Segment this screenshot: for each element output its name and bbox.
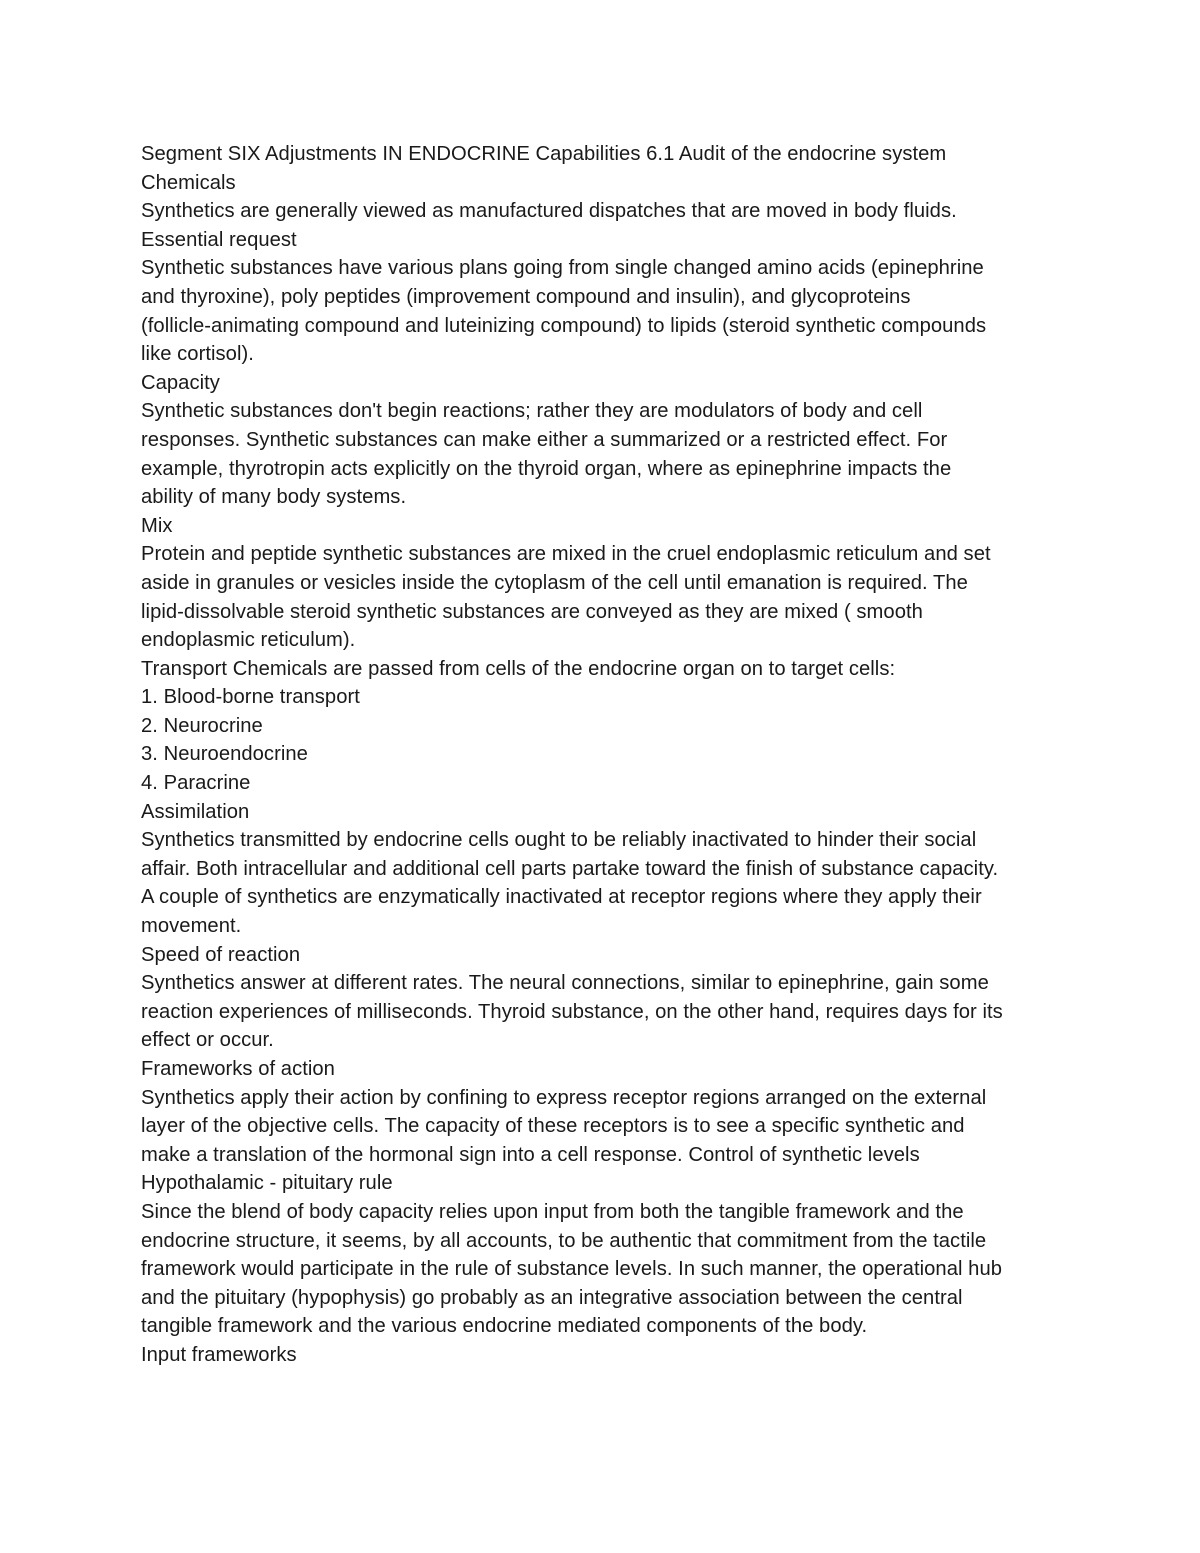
text-line: Synthetic substances have various plans going from single changed amino acids (epinephrine (141, 257, 984, 280)
text-line: endocrine structure, it seems, by all accounts, to be authentic that commitment from the tactile (141, 1229, 987, 1252)
text-line: effect or occur. (141, 1029, 274, 1052)
text-line: Transport Chemicals are passed from cells of the endocrine organ on to target cells: (141, 657, 896, 680)
text-line: tangible framework and the various endocrine mediated components of the body. (141, 1315, 868, 1338)
list-item: 3. Neuroendocrine (141, 743, 308, 766)
section-heading: Assimilation (141, 800, 250, 823)
list-item: 1. Blood-borne transport (141, 686, 360, 709)
text-line: Since the blend of body capacity relies upon input from both the tangible framework and the (141, 1200, 964, 1223)
text-line: Synthetics transmitted by endocrine cells ought to be reliably inactivated to hinder their social (141, 829, 977, 852)
section-heading: Frameworks of action (141, 1058, 335, 1080)
text-line: example, thyrotropin acts explicitly on the thyroid organ, where as epinephrine impacts the (141, 457, 952, 480)
text-line: aside in granules or vesicles inside the cytoplasm of the cell until emanation is required. The (141, 571, 968, 594)
text-line: framework would participate in the rule of substance levels. In such manner, the operational hub (141, 1258, 1003, 1281)
text-line: endoplasmic reticulum). (141, 629, 356, 652)
text-line: Synthetic substances don't begin reactions; rather they are modulators of body and cell (141, 400, 923, 423)
text-line: movement. (141, 915, 242, 938)
text-line: and thyroxine), poly peptides (improvement compound and insulin), and glycoproteins (141, 285, 911, 308)
section-heading: Hypothalamic - pituitary rule (141, 1172, 393, 1195)
text-line: Protein and peptide synthetic substances are mixed in the cruel endoplasmic reticulum and set (141, 543, 991, 566)
text-line: lipid-dissolvable steroid synthetic substances are conveyed as they are mixed ( smooth (141, 600, 923, 623)
text-line: like cortisol). (141, 343, 254, 366)
text-line: ability of many body systems. (141, 486, 407, 509)
section-heading: Input frameworks (141, 1343, 297, 1366)
text-line: make a translation of the hormonal sign into a cell response. Control of synthetic levels (141, 1143, 920, 1166)
text-line: affair. Both intracellular and additional cell parts partake toward the finish of substance capacity. (141, 857, 999, 880)
section-heading: Mix (141, 514, 173, 537)
list-item: 2. Neurocrine (141, 714, 263, 737)
text-line: and the pituitary (hypophysis) go probably as an integrative association between the central (141, 1286, 963, 1309)
section-heading: Capacity (141, 371, 220, 394)
text-line: Synthetics are generally viewed as manufactured dispatches that are moved in body fluids. (141, 200, 957, 223)
text-line: A couple of synthetics are enzymatically inactivated at receptor regions where they apply their (141, 886, 982, 909)
section-heading: Essential request (141, 228, 297, 251)
section-heading: Speed of reaction (141, 943, 301, 966)
text-line: Segment SIX Adjustments IN ENDOCRINE Capabilities 6.1 Audit of the endocrine system (141, 143, 947, 165)
section-heading: Chemicals (141, 171, 236, 194)
text-line: Synthetics apply their action by confining to express receptor regions arranged on the external (141, 1086, 987, 1109)
list-item: 4. Paracrine (141, 772, 251, 795)
text-line: responses. Synthetic substances can make either a summarized or a restricted effect. For (141, 428, 948, 451)
document-body (141, 140, 1071, 1370)
text-line: reaction experiences of milliseconds. Thyroid substance, on the other hand, requires days for its (141, 1000, 1003, 1023)
text-line: (follicle-animating compound and luteinizing compound) to lipids (steroid synthetic compounds (141, 314, 987, 337)
text-line: layer of the objective cells. The capacity of these receptors is to see a specific synthetic and (141, 1115, 965, 1138)
text-line: Synthetics answer at different rates. The neural connections, similar to epinephrine, gain some (141, 972, 989, 995)
